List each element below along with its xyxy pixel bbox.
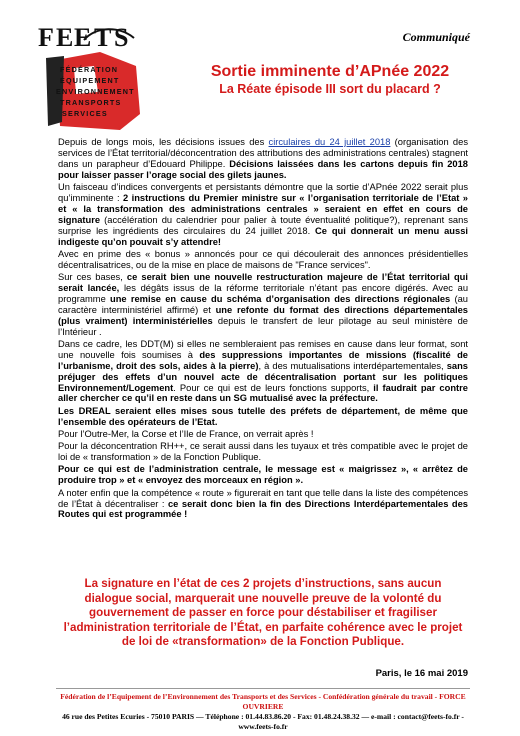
text: , à des mutualisations interdépartementales,	[258, 360, 447, 371]
text: (organisation des services de l’État territorial/déconcentration des attributions des administrations centrales) stagnent dans un parapheur d’Edouard Philippe.	[58, 137, 468, 169]
bold-text: ce serait bien une nouvelle restructuration majeure de l’État territorial qui serait lancée,	[58, 272, 468, 293]
paragraph	[58, 464, 468, 486]
text: . Pour ce qui est de leurs fonctions supports,	[173, 382, 374, 393]
footer	[56, 688, 470, 732]
communique-label: Communiqué	[402, 30, 470, 44]
text: Sur ces bases,	[58, 272, 127, 283]
svg-text:ENVIRONNEMENT: ENVIRONNEMENT	[56, 87, 135, 96]
feets-fo-logo	[36, 22, 144, 134]
text: Dans ce cadre, les DDT(M) si elles ne sembleraient pas remises en cause dans leur format, sont une nouvelle fois soumises à	[58, 338, 468, 360]
paragraph	[58, 339, 468, 404]
bold-text: Ce qui donnerait un menu aussi indigeste qu’on pouvait s’y attendre!	[58, 225, 468, 247]
bold-text: sans préjuger des effets d’un nouvel acte de décentralisation portant sur les politiques Environnement/Logement	[58, 360, 468, 393]
footer-force-ouvriere: FORCE OUVRIERE	[242, 692, 466, 711]
svg-text:E: E	[56, 23, 74, 52]
paragraph	[58, 406, 468, 428]
paragraph: Pour l’Outre-Mer, la Corse et l’Ile de France, on verrait après !	[58, 428, 314, 439]
text: depuis le transfert de leur pilotage au seul ministère de l’Intérieur .	[58, 315, 469, 337]
paragraph	[58, 488, 468, 521]
circulaires-link[interactable]: circulaires du 24 juillet 2018	[268, 137, 391, 147]
svg-text:ÉQUIPEMENT: ÉQUIPEMENT	[60, 76, 120, 85]
text: (au caractère interministériel affirmé) et	[58, 293, 468, 315]
svg-text:S: S	[114, 23, 129, 52]
text: A noter enfin que la compétence « route » figurerait en tant que telle dans la liste des compétences de l’État à décentraliser :	[58, 487, 468, 509]
text: Un faisceau d’indices convergents et persistants démontre que la sortie d’APnée 2022 serait plus qu’imminente :	[58, 182, 468, 203]
bold-text: Décisions laissées dans les cartons depuis fin 2018 pour laisser passer l’orage social des gilets jaunes.	[58, 158, 468, 180]
bold-text: une remise en cause du schéma d’organisation des directions régionales	[110, 293, 451, 304]
document-subtitle: La Réate épisode III sort du placard ?	[219, 82, 441, 96]
document-body	[58, 137, 468, 522]
svg-text:E: E	[74, 23, 92, 52]
svg-text:F: F	[38, 23, 54, 52]
text: les dégâts issus de la réforme territoriale n’étant pas encore digérés. Avec au programme	[58, 282, 469, 304]
svg-text:FÉDÉRATION: FÉDÉRATION	[60, 65, 119, 74]
svg-text:SERVICES: SERVICES	[62, 109, 108, 118]
bold-text: Pour ce qui est de l’administration centrale, le message est « maigrissez », « arrêtez de produire trop » et « envoyez des morceaux en région ».	[58, 464, 468, 486]
closing-statement: La signature en l’état de ces 2 projets d’instructions, sans aucun dialogue social, marquerait une nouvelle preuve de la volonté du gouvernement de passer en force pour déstabiliser et fragiliser l’administration territoriale de l’État, en parfaite cohérence avec le projet de loi de «transformation» de la Fonction Publique.	[63, 577, 463, 649]
bold-text: 2 instructions du Premier ministre sur « l’organisation territoriale de l’Etat » et « la transformation des administrations centrales » seraient en effet en cours de signature	[58, 192, 469, 225]
paragraph	[58, 272, 468, 337]
bold-text: il faudrait par contre aller chercher ce qu’il en reste dans un SG mutualisé avec la préfecture.	[58, 382, 468, 404]
paragraph: Avec en prime des « bonus » annoncés pour ce qui découlerait des annonces présidentielles décentralisatrices, ou de la mise en place de maisons de "France services".	[58, 248, 468, 270]
svg-text:T: T	[94, 23, 112, 52]
bold-text: une refonte du format des directions départementales (plus vraiment) interministérielles	[58, 304, 469, 326]
text: (accélération du calendrier pour palier à toute éventualité politique?), reprenant sans surprise les ingrédients des circulaires du 24 juillet 2018.	[58, 214, 468, 236]
bold-text: des suppressions importantes de missions (fiscalité de l’urbanisme, droit des sols, aides à la pierre)	[58, 349, 468, 371]
bold-text: Les DREAL seraient elles mises sous tutelle des préfets de département, de même que l’ensemble des opérateurs de l’Etat.	[58, 405, 468, 427]
footer-organization: Fédération de l’Equipement de l’Environnement des Transports et des Services - Confédération générale du travail -	[60, 692, 440, 701]
svg-text:TRANSPORTS: TRANSPORTS	[60, 98, 122, 107]
paragraph	[58, 182, 468, 247]
footer-line-organization	[56, 692, 470, 712]
text: Depuis de longs mois, les décisions issues des	[58, 137, 269, 147]
bold-text: ce serait donc bien la fin des Directions Interdépartementales des Routes qui est programmée !	[58, 498, 468, 520]
paragraph: Pour la déconcentration RH++, ce serait aussi dans les tuyaux et très compatible avec le projet de loi de « transformation » de la Fonction Publique.	[58, 441, 468, 463]
footer-contact: 46 rue des Petites Ecuries - 75010 PARIS — Téléphone : 01.44.83.86.20 - Fax: 01.48.24.38.32 — e-mail : contact@feets-fo.fr - www.feets-fo.fr	[62, 712, 464, 731]
signature-date: Paris, le 16 mai 2019	[375, 668, 468, 679]
document-title: Sortie imminente d’APnée 2022	[210, 63, 450, 80]
paragraph	[58, 137, 468, 181]
